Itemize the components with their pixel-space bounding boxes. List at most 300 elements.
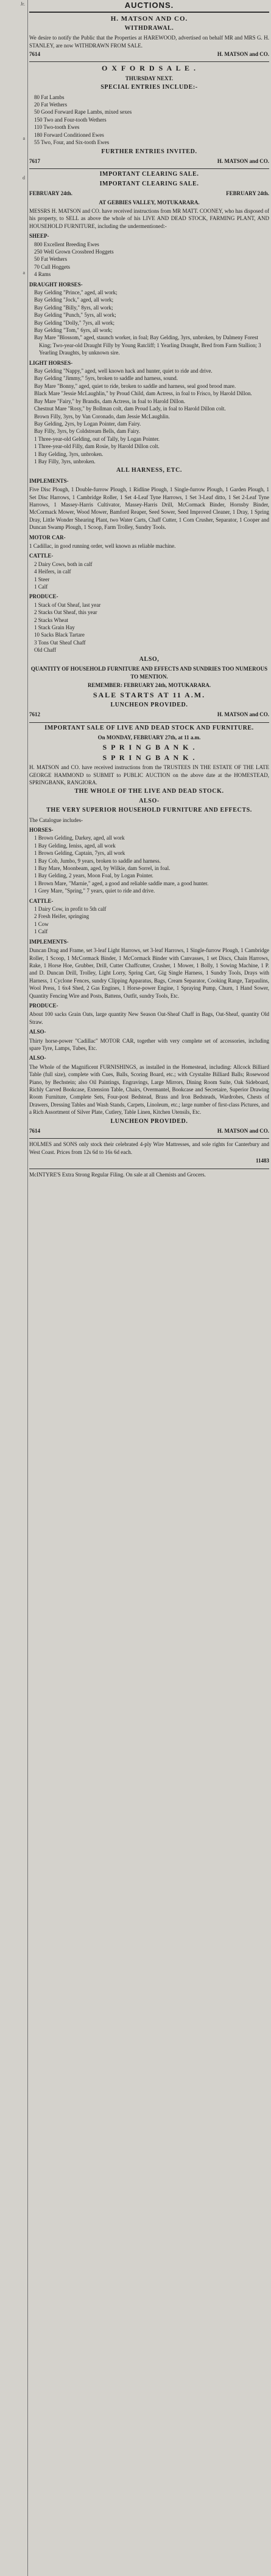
clearing-sale-heading-repeat: IMPORTANT CLEARING SALE. xyxy=(99,180,199,187)
gutter-fragment xyxy=(0,1873,27,1881)
gutter-fragment xyxy=(0,1091,27,1099)
gutter-fragment xyxy=(0,1320,27,1328)
gutter-fragment xyxy=(0,403,27,411)
gutter-fragment xyxy=(0,1778,27,1786)
gutter-fragment xyxy=(0,285,27,292)
gutter-fragment xyxy=(0,2031,27,2039)
furnishings-heading: ALSO- xyxy=(29,1055,46,1062)
gutter-fragment xyxy=(0,2015,27,2023)
gutter-fragment xyxy=(0,182,27,190)
springbank-cattle-list xyxy=(29,905,269,936)
springbank-produce-heading: PRODUCE- xyxy=(29,1002,58,1009)
gutter-fragment xyxy=(0,514,27,522)
gutter-fragment xyxy=(0,387,27,395)
gutter-fragment xyxy=(0,379,27,387)
list-item: 50 Fat Wethers xyxy=(34,256,68,263)
list-item: 1 Calf xyxy=(34,584,48,590)
gutter-fragment xyxy=(0,55,27,63)
gutter-fragment xyxy=(0,1407,27,1415)
list-item: Bay Filly, 3yrs, by Coldstream Bells, dam Fairy. xyxy=(34,428,141,435)
gutter-fragment xyxy=(0,1241,27,1249)
gutter-fragment xyxy=(0,2553,27,2561)
gutter-fragment xyxy=(0,996,27,1004)
gutter-fragment xyxy=(0,2268,27,2276)
luncheon-notice: LUNCHEON PROVIDED. xyxy=(110,701,188,708)
gutter-fragment xyxy=(0,2434,27,2442)
gutter-fragment xyxy=(0,1889,27,1897)
gutter-fragment xyxy=(0,2490,27,2498)
gutter-fragment xyxy=(0,32,27,40)
gutter-fragment xyxy=(0,63,27,71)
whole-stock-heading: THE WHOLE OF THE LIVE AND DEAD STOCK. xyxy=(74,788,224,795)
gutter-fragment xyxy=(0,2442,27,2450)
springbank-title: S P R I N G B A N K . xyxy=(102,743,196,752)
light-horses-list xyxy=(29,367,269,465)
gutter-fragment xyxy=(0,1154,27,1162)
gutter-fragment xyxy=(0,1589,27,1597)
gutter-fragment xyxy=(0,1051,27,1059)
gutter-fragment xyxy=(0,451,27,458)
springbank-date: On MONDAY, FEBRUARY 27th, at 11 a.m. xyxy=(97,734,201,741)
gutter-fragment xyxy=(0,1597,27,1604)
catalogue-intro: The Catalogue includes- xyxy=(29,817,83,823)
oxford-sale-date: THURSDAY NEXT. xyxy=(125,75,174,81)
gutter-fragment xyxy=(0,277,27,285)
mcintyre-text: McINTYRE'S Extra Strong Regular Filing. On sale at all Chemists and Grocers. xyxy=(29,1171,206,1178)
gutter-fragment xyxy=(0,474,27,482)
gutter-fragment xyxy=(0,2205,27,2213)
list-item: 2 Stacks Oat Sheaf, this year xyxy=(34,609,97,616)
harness-heading: ALL HARNESS, ETC. xyxy=(116,467,182,474)
gutter-fragment xyxy=(0,1786,27,1794)
implements-text: Five Disc Plough, 1 Double-furrow Plough, 1 Ridline Plough, 1 Single-furrow Plough, 1 Garden Plough, 1 Set Disc Harrows, 1 Cambridge Roller, 1 Set 4-Leaf Tyne Harrows, 1 Set 3-Leaf ditto, 1 Set 2-Leaf Tyne Harrows, 1 Massey-Harris Cultivator, Massey-Harris Drill, McCormack Binder, Hornsby Binder, McCormack Mower, Wood Mower, Bamford Reaper, Seed Sower, Seed Improved Cleaner, 1 Dray, 1 Spring Dray, Little Wonder Shearing Plant, two Water Carts, Chaff Cutter, 1 Corn Crusher, Separator, 1 Cooper and Duncan Swamp Plough, 1 Scoop, Farm Trolley, Sundry Tools. xyxy=(29,486,269,531)
gutter-fragment xyxy=(0,1620,27,1628)
gutter-fragment xyxy=(0,1415,27,1423)
gutter-fragment xyxy=(0,261,27,269)
gutter-fragment xyxy=(0,47,27,55)
list-item: 150 Two and Four-tooth Wethers xyxy=(34,116,107,123)
gutter-fragment xyxy=(0,933,27,941)
gutter-fragment xyxy=(0,2569,27,2576)
gutter-fragment xyxy=(0,545,27,553)
motor-car-text: 1 Cadillac, in good running order, well known as reliable machine. xyxy=(29,543,176,549)
gutter-fragment xyxy=(0,1652,27,1660)
rule xyxy=(29,61,269,62)
gutter-fragment xyxy=(0,253,27,261)
gutter-fragment xyxy=(0,877,27,885)
gutter-fragment xyxy=(0,2063,27,2071)
gutter-fragment xyxy=(0,308,27,316)
gutter-fragment xyxy=(0,640,27,648)
gutter-fragment xyxy=(0,846,27,854)
list-item: 1 Stack Grain Hay xyxy=(34,624,75,631)
list-item: 1 Bay Gelding, Ieniss, aged, all work xyxy=(34,842,116,849)
list-item: 2 Fresh Heifer, springing xyxy=(34,913,90,920)
list-item: 110 Two-tooth Ewes xyxy=(34,124,80,131)
gutter-fragment xyxy=(0,1794,27,1802)
gutter-fragment xyxy=(0,775,27,782)
list-item: Bay Mare "Bonny," aged, quiet to ride, broken to saddle and harness, seal good brood mare. xyxy=(34,382,236,389)
gutter-fragment xyxy=(0,2110,27,2118)
clearing-sale-heading: IMPORTANT CLEARING SALE. xyxy=(99,171,199,178)
gutter-fragment xyxy=(0,213,27,221)
mattress-signature: 11483 xyxy=(255,1158,269,1164)
further-entries-heading: FURTHER ENTRIES INVITED. xyxy=(101,148,197,155)
gutter-fragment xyxy=(0,95,27,103)
gutter-fragment xyxy=(0,711,27,719)
gutter-fragment xyxy=(0,1857,27,1865)
gutter-fragment xyxy=(0,1035,27,1043)
list-item: 20 Fat Wethers xyxy=(34,102,68,108)
gutter-fragment xyxy=(0,1604,27,1612)
gutter-fragment xyxy=(0,593,27,601)
gutter-fragment xyxy=(0,1770,27,1778)
gutter-fragment xyxy=(0,822,27,830)
gutter-fragment xyxy=(0,759,27,767)
motor-car-text-2: Thirty horse-power "Cadillac" MOTOR CAR, together with very complete set of accessories, including spare Tyre, Lamps, Tubes, Etc. xyxy=(29,1037,269,1051)
produce-list xyxy=(29,601,269,654)
gutter-fragment xyxy=(0,696,27,703)
gutter-fragment xyxy=(0,1628,27,1636)
gutter-fragment xyxy=(0,2308,27,2316)
gutter-fragment xyxy=(0,656,27,664)
springbank-title-repeat: S P R I N G B A N K . xyxy=(102,753,196,762)
gutter-fragment xyxy=(0,2411,27,2419)
gutter-fragment xyxy=(0,2087,27,2094)
gutter-fragment xyxy=(0,1059,27,1067)
gutter-fragment xyxy=(0,964,27,972)
gutter-fragment xyxy=(0,158,27,166)
gutter-fragment xyxy=(0,1802,27,1810)
springbank-implements-text: Duncan Drag and Frame, set 3-leaf Light Harrows, set 3-leaf Harrows, 1 Single-furrow Plough, 1 Cambridge Roller, 1 Scoop, 1 McCormack Binder, 1 McCormack Binder with Canvasses, 1 set Discs, Chain Harrows, Rake, 1 Horse Hoe, Grubber, Drill, Cutter Chaffcutter, Crusher, 1 Mower, 1 Bolly, 1 Sowing Machine, 1 P. and D. Duncan Drill, Trolley, Light Lorry, Spring Cart, Gig Single Harness, 1 Sundry Tools, Drays with Harness, 1 Cyclone Fences, sundry Clipping Apparatus, Bags, Cream Separator, Cooking Range, Tarpaulins, Wool Press, 1 6x4 Shed, 2 Gas Engines, 1 Horse-power Engine, 1 Spraying Pump, Churn, 1 Hand Sower, Quantity Fencing Wire and Posts, Battens, Outfit, sundry Tools, Etc. xyxy=(29,947,269,999)
gutter-fragment xyxy=(0,340,27,348)
gutter-fragment xyxy=(0,1296,27,1304)
gutter-fragment xyxy=(0,925,27,933)
list-item: 1 Three-year-old Filly, dam Rosie, by Harold Dillon colt. xyxy=(34,443,160,450)
gutter-fragment xyxy=(0,1391,27,1399)
gutter-fragment xyxy=(0,1612,27,1620)
list-item: 70 Cull Hoggets xyxy=(34,263,71,270)
gutter-fragment xyxy=(0,1494,27,1502)
gutter-fragment xyxy=(0,1383,27,1391)
gutter-fragment xyxy=(0,1249,27,1257)
gutter-fragment xyxy=(0,1067,27,1075)
gutter-fragment: Jr. xyxy=(20,1,25,7)
list-item: Black Mare "Jessie McLaughlin," by Proud Child, dam Actress, in foal to Frisco, by Harold Dillon. xyxy=(34,390,252,397)
gutter-fragment xyxy=(0,1502,27,1510)
gutter-fragment xyxy=(0,1280,27,1288)
gutter-fragment xyxy=(0,1992,27,2000)
oxford-sale-notice xyxy=(29,64,269,165)
gutter-fragment xyxy=(0,2142,27,2150)
list-item: 2 Stacks Wheat xyxy=(34,616,68,623)
gutter-fragment xyxy=(0,1881,27,1889)
springbank-horses-heading: HORSES- xyxy=(29,827,54,833)
oxford-sale-heading: O X F O R D S A L E . xyxy=(102,64,197,73)
list-item: 3 Tons Oat Sheaf Chaff xyxy=(34,639,86,646)
gutter-fragment xyxy=(0,1438,27,1446)
list-item: 1 Bay Mare, Moonbeam, aged, by Wilkie, dam Sorrel, in foal. xyxy=(34,865,171,872)
gutter-fragment xyxy=(0,885,27,893)
gutter-fragment xyxy=(0,395,27,403)
gutter-fragment: a xyxy=(23,270,25,275)
gutter-fragment xyxy=(0,1699,27,1707)
also-heading-2: ALSO- xyxy=(139,797,160,804)
list-item: 1 Grey Mare, "Spring," 7 years, quiet to ride and drive. xyxy=(34,888,155,894)
gutter-fragment xyxy=(0,1170,27,1178)
gutter-fragment xyxy=(0,348,27,356)
gutter-fragment xyxy=(0,1818,27,1826)
gutter-fragment xyxy=(0,2245,27,2253)
gutter-fragment xyxy=(0,2213,27,2221)
list-item: Old Chaff xyxy=(34,647,57,654)
gutter-fragment xyxy=(0,1186,27,1193)
gutter-fragment xyxy=(0,1549,27,1557)
springbank-produce-text: About 100 sacks Grain Oats, large quantity New Season Oat-Sheaf Chaff in Bags, Oat-Sheaf, quantity Old Straw. xyxy=(29,1011,269,1025)
gutter-fragment xyxy=(0,956,27,964)
gutter-fragment xyxy=(0,2292,27,2300)
gutter-fragment xyxy=(0,1755,27,1763)
gutter-fragment xyxy=(0,680,27,688)
gutter-fragment xyxy=(0,2395,27,2403)
gutter-fragment xyxy=(0,466,27,474)
gutter-fragment xyxy=(0,522,27,530)
springbank-intro: H. MATSON and CO. have received instructions from the TRUSTEES IN THE ESTATE OF THE LATE GEORGE HAMMOND to SUBMIT to PUBLIC AUCTION on the above date at the HOMESTEAD, SPRINGBANK, RANGIORA. xyxy=(29,764,269,786)
gutter-fragment xyxy=(0,2253,27,2260)
gutter-fragment xyxy=(0,2071,27,2079)
gutter-fragment xyxy=(0,1075,27,1083)
gutter-fragment xyxy=(0,798,27,806)
also-heading: ALSO, xyxy=(139,655,160,663)
gutter-fragment xyxy=(0,2118,27,2126)
gutter-fragment xyxy=(0,316,27,324)
gutter-fragment xyxy=(0,1375,27,1383)
gutter-fragment xyxy=(0,2561,27,2569)
gutter-fragment xyxy=(0,1099,27,1107)
gutter-fragment xyxy=(0,24,27,32)
list-item: 800 Excellent Breeding Ewes xyxy=(34,241,99,247)
gutter-fragment xyxy=(0,624,27,632)
gutter-fragment xyxy=(0,1344,27,1352)
gutter-fragment xyxy=(0,869,27,877)
gutter-fragment xyxy=(0,2276,27,2284)
gutter-fragment xyxy=(0,1842,27,1849)
draught-horses-heading: DRAUGHT HORSES- xyxy=(29,281,83,288)
gutter-fragment xyxy=(0,2079,27,2087)
gutter-fragment xyxy=(0,190,27,198)
gutter-fragment xyxy=(0,1913,27,1921)
list-item: Bay Gelding, 2yrs, by Logan Pointer, dam Fairy. xyxy=(34,420,141,427)
gutter-fragment xyxy=(0,2521,27,2529)
gutter-fragment xyxy=(0,292,27,300)
gutter-fragment xyxy=(0,1731,27,1739)
gutter-fragment xyxy=(0,364,27,371)
gutter-fragment xyxy=(0,221,27,229)
clearing-signature: 7612 H. MATSON and CO. xyxy=(29,711,269,718)
list-item: 1 Bay Filly, 3yrs, unbroken. xyxy=(34,458,96,464)
gutter-fragment xyxy=(0,1367,27,1375)
mattress-advert xyxy=(29,1141,269,1164)
sheep-list xyxy=(29,241,269,278)
gutter-fragment xyxy=(0,2355,27,2363)
gutter-fragment xyxy=(0,482,27,490)
gutter-fragment xyxy=(0,2371,27,2379)
gutter-fragment xyxy=(0,1525,27,1533)
gutter-fragment xyxy=(0,988,27,996)
gutter-fragment xyxy=(0,2008,27,2015)
gutter-fragment xyxy=(0,1968,27,1976)
gutter-fragment xyxy=(0,1952,27,1960)
gutter-fragment xyxy=(0,1707,27,1715)
gutter-fragment xyxy=(0,1936,27,1944)
gutter-fragment xyxy=(0,2102,27,2110)
gutter-fragment xyxy=(0,498,27,506)
gutter-fragment xyxy=(0,1272,27,1280)
gutter-fragment xyxy=(0,1454,27,1462)
gutter-fragment xyxy=(0,806,27,814)
household-furniture-text: QUANTITY OF HOUSEHOLD FURNITURE AND EFFECTS AND SUNDRIES TOO NUMEROUS TO MENTION. xyxy=(30,666,268,680)
gutter-fragment xyxy=(0,443,27,451)
gutter-fragment xyxy=(0,2055,27,2063)
auctions-column xyxy=(29,0,269,2576)
gutter-fragment xyxy=(0,1423,27,1431)
list-item: 1 Brown Mare, "Marnie," aged, a good and reliable saddle mare, a good hunter. xyxy=(34,880,209,886)
gutter-fragment xyxy=(0,1462,27,1470)
gutter-fragment xyxy=(0,909,27,917)
gutter-fragment xyxy=(0,2316,27,2324)
list-item: 1 Bay Gelding, 3yrs, unbroken. xyxy=(34,451,104,457)
gutter-fragment xyxy=(0,1763,27,1770)
produce-heading: PRODUCE- xyxy=(29,593,58,600)
gutter-fragment xyxy=(0,1723,27,1731)
gutter-fragment xyxy=(0,2174,27,2181)
springbank-heading: IMPORTANT SALE OF LIVE AND DEAD STOCK AND FURNITURE. xyxy=(44,724,254,731)
list-item: 55 Two, Four, and Six-tooth Ewes xyxy=(34,139,110,146)
gutter-fragment xyxy=(0,2498,27,2505)
gutter-fragment xyxy=(0,1715,27,1723)
gutter-fragment xyxy=(0,103,27,111)
gutter-fragment xyxy=(0,2545,27,2553)
gutter-fragment xyxy=(0,2458,27,2466)
gutter-fragment xyxy=(0,1138,27,1146)
gutter-fragment xyxy=(0,1849,27,1857)
list-item: 250 Well Grown Crossbred Hoggets xyxy=(34,248,114,255)
gutter-fragment xyxy=(0,537,27,545)
gutter-fragment xyxy=(0,2300,27,2308)
gutter-fragment xyxy=(0,1201,27,1209)
gutter-fragment xyxy=(0,324,27,332)
gutter-fragment xyxy=(0,435,27,443)
springbank-implements-heading: IMPLEMENTS- xyxy=(29,938,69,945)
list-item: 1 Dairy Cow, in profit to 5th calf xyxy=(34,906,107,913)
gutter-fragment xyxy=(0,830,27,838)
gutter-fragment xyxy=(0,1107,27,1114)
list-item: Bay Mare "Fairy," by Brandis, dam Actress, in foal to Harold Dillon. xyxy=(34,398,185,404)
rule xyxy=(29,722,269,723)
gutter-fragment xyxy=(0,2426,27,2434)
list-item: Chestnut Mare "Rosy," by Bollman colt, dam Proud Lady, in foal to Harold Dillon colt. xyxy=(34,406,226,412)
gutter-fragment xyxy=(0,2039,27,2047)
gutter-fragment xyxy=(0,1533,27,1541)
mattress-text: HOLMES and SONS only stock their celebrated 4-ply Wire Mattresses, and sole rights for Canterbury and West Coast. Prices from 12s 6d to 16s 6d each. xyxy=(29,1141,269,1155)
list-item: 4 Heifers, in calf xyxy=(34,568,71,575)
special-entries-heading: SPECIAL ENTRIES INCLUDE:- xyxy=(100,84,198,91)
list-item: 1 Calf xyxy=(34,928,48,935)
gutter-fragment: a xyxy=(23,136,25,141)
gutter-fragment xyxy=(0,814,27,822)
gutter-fragment xyxy=(0,411,27,419)
gutter-fragment xyxy=(0,300,27,308)
special-entries-list xyxy=(29,94,269,147)
gutter-fragment xyxy=(0,672,27,680)
gutter-fragment xyxy=(0,2166,27,2174)
list-item: 80 Fat Lambs xyxy=(34,94,65,100)
gutter-fragment xyxy=(0,2474,27,2482)
list-item: 1 Bay Gelding, 2 years, Moon Foal, by Logan Pointer. xyxy=(34,872,153,879)
light-horses-heading: LIGHT HORSES- xyxy=(29,359,73,366)
list-item: 180 Forward Conditioned Ewes xyxy=(34,131,104,138)
gutter-fragment: d xyxy=(23,175,25,181)
gutter-fragment xyxy=(0,1122,27,1130)
gutter-fragment xyxy=(0,1225,27,1233)
gutter-fragment xyxy=(0,142,27,150)
gutter-fragment xyxy=(0,1660,27,1668)
list-item: Bay Gelding "Punch," 5yrs, all work; xyxy=(34,312,116,319)
gutter-fragment xyxy=(0,205,27,213)
gutter-fragment xyxy=(0,166,27,174)
list-item: Bay Gelding "Jimmy," 5yrs, broken to saddle and harness, sound. xyxy=(34,375,178,382)
gutter-fragment xyxy=(0,1976,27,1984)
gutter-fragment xyxy=(0,1897,27,1905)
gutter-fragment xyxy=(0,1328,27,1336)
list-item: 2 Dairy Cows, both in calf xyxy=(34,561,93,567)
gutter-fragment xyxy=(0,751,27,759)
gutter-fragment xyxy=(0,8,27,16)
gutter-fragment xyxy=(0,1676,27,1683)
gutter-fragment xyxy=(0,1739,27,1747)
list-item: Brown Filly, 3yrs, by Van Coronado, dam Jessie McLaughlin. xyxy=(34,413,170,420)
gutter-fragment xyxy=(0,601,27,609)
firm-name: H. MATSON AND CO. xyxy=(110,15,188,23)
gutter-fragment xyxy=(0,1043,27,1051)
gutter-fragment xyxy=(0,1209,27,1217)
gutter-fragment xyxy=(0,111,27,119)
gutter-fragment xyxy=(0,1312,27,1320)
gutter-fragment xyxy=(0,1114,27,1122)
gutter-fragment xyxy=(0,71,27,79)
gutter-fragment xyxy=(0,2094,27,2102)
gutter-fragment xyxy=(0,743,27,751)
gutter-fragment xyxy=(0,1162,27,1170)
gutter-fragment xyxy=(0,40,27,47)
list-item: Bay Gelding "Prince," aged, all work; xyxy=(34,289,118,295)
list-item: 50 Good Forward Rape Lambs, mixed sexes xyxy=(34,109,132,116)
gutter-fragment xyxy=(0,790,27,798)
gutter-fragment xyxy=(0,948,27,956)
column-title: AUCTIONS. xyxy=(124,1,174,10)
gutter-fragment xyxy=(0,2529,27,2537)
gutter-fragment xyxy=(0,2181,27,2189)
gutter-fragment xyxy=(0,609,27,616)
gutter-fragment xyxy=(0,2260,27,2268)
springbank-cattle-heading: CATTLE- xyxy=(29,897,54,904)
gutter-fragment xyxy=(0,1668,27,1676)
gutter-fragment xyxy=(0,237,27,245)
gutter-fragment xyxy=(0,1288,27,1296)
superior-furniture-heading: THE VERY SUPERIOR HOUSEHOLD FURNITURE AND EFFECTS. xyxy=(46,807,252,814)
cattle-list xyxy=(29,561,269,591)
implements-heading: IMPLEMENTS- xyxy=(29,477,69,484)
